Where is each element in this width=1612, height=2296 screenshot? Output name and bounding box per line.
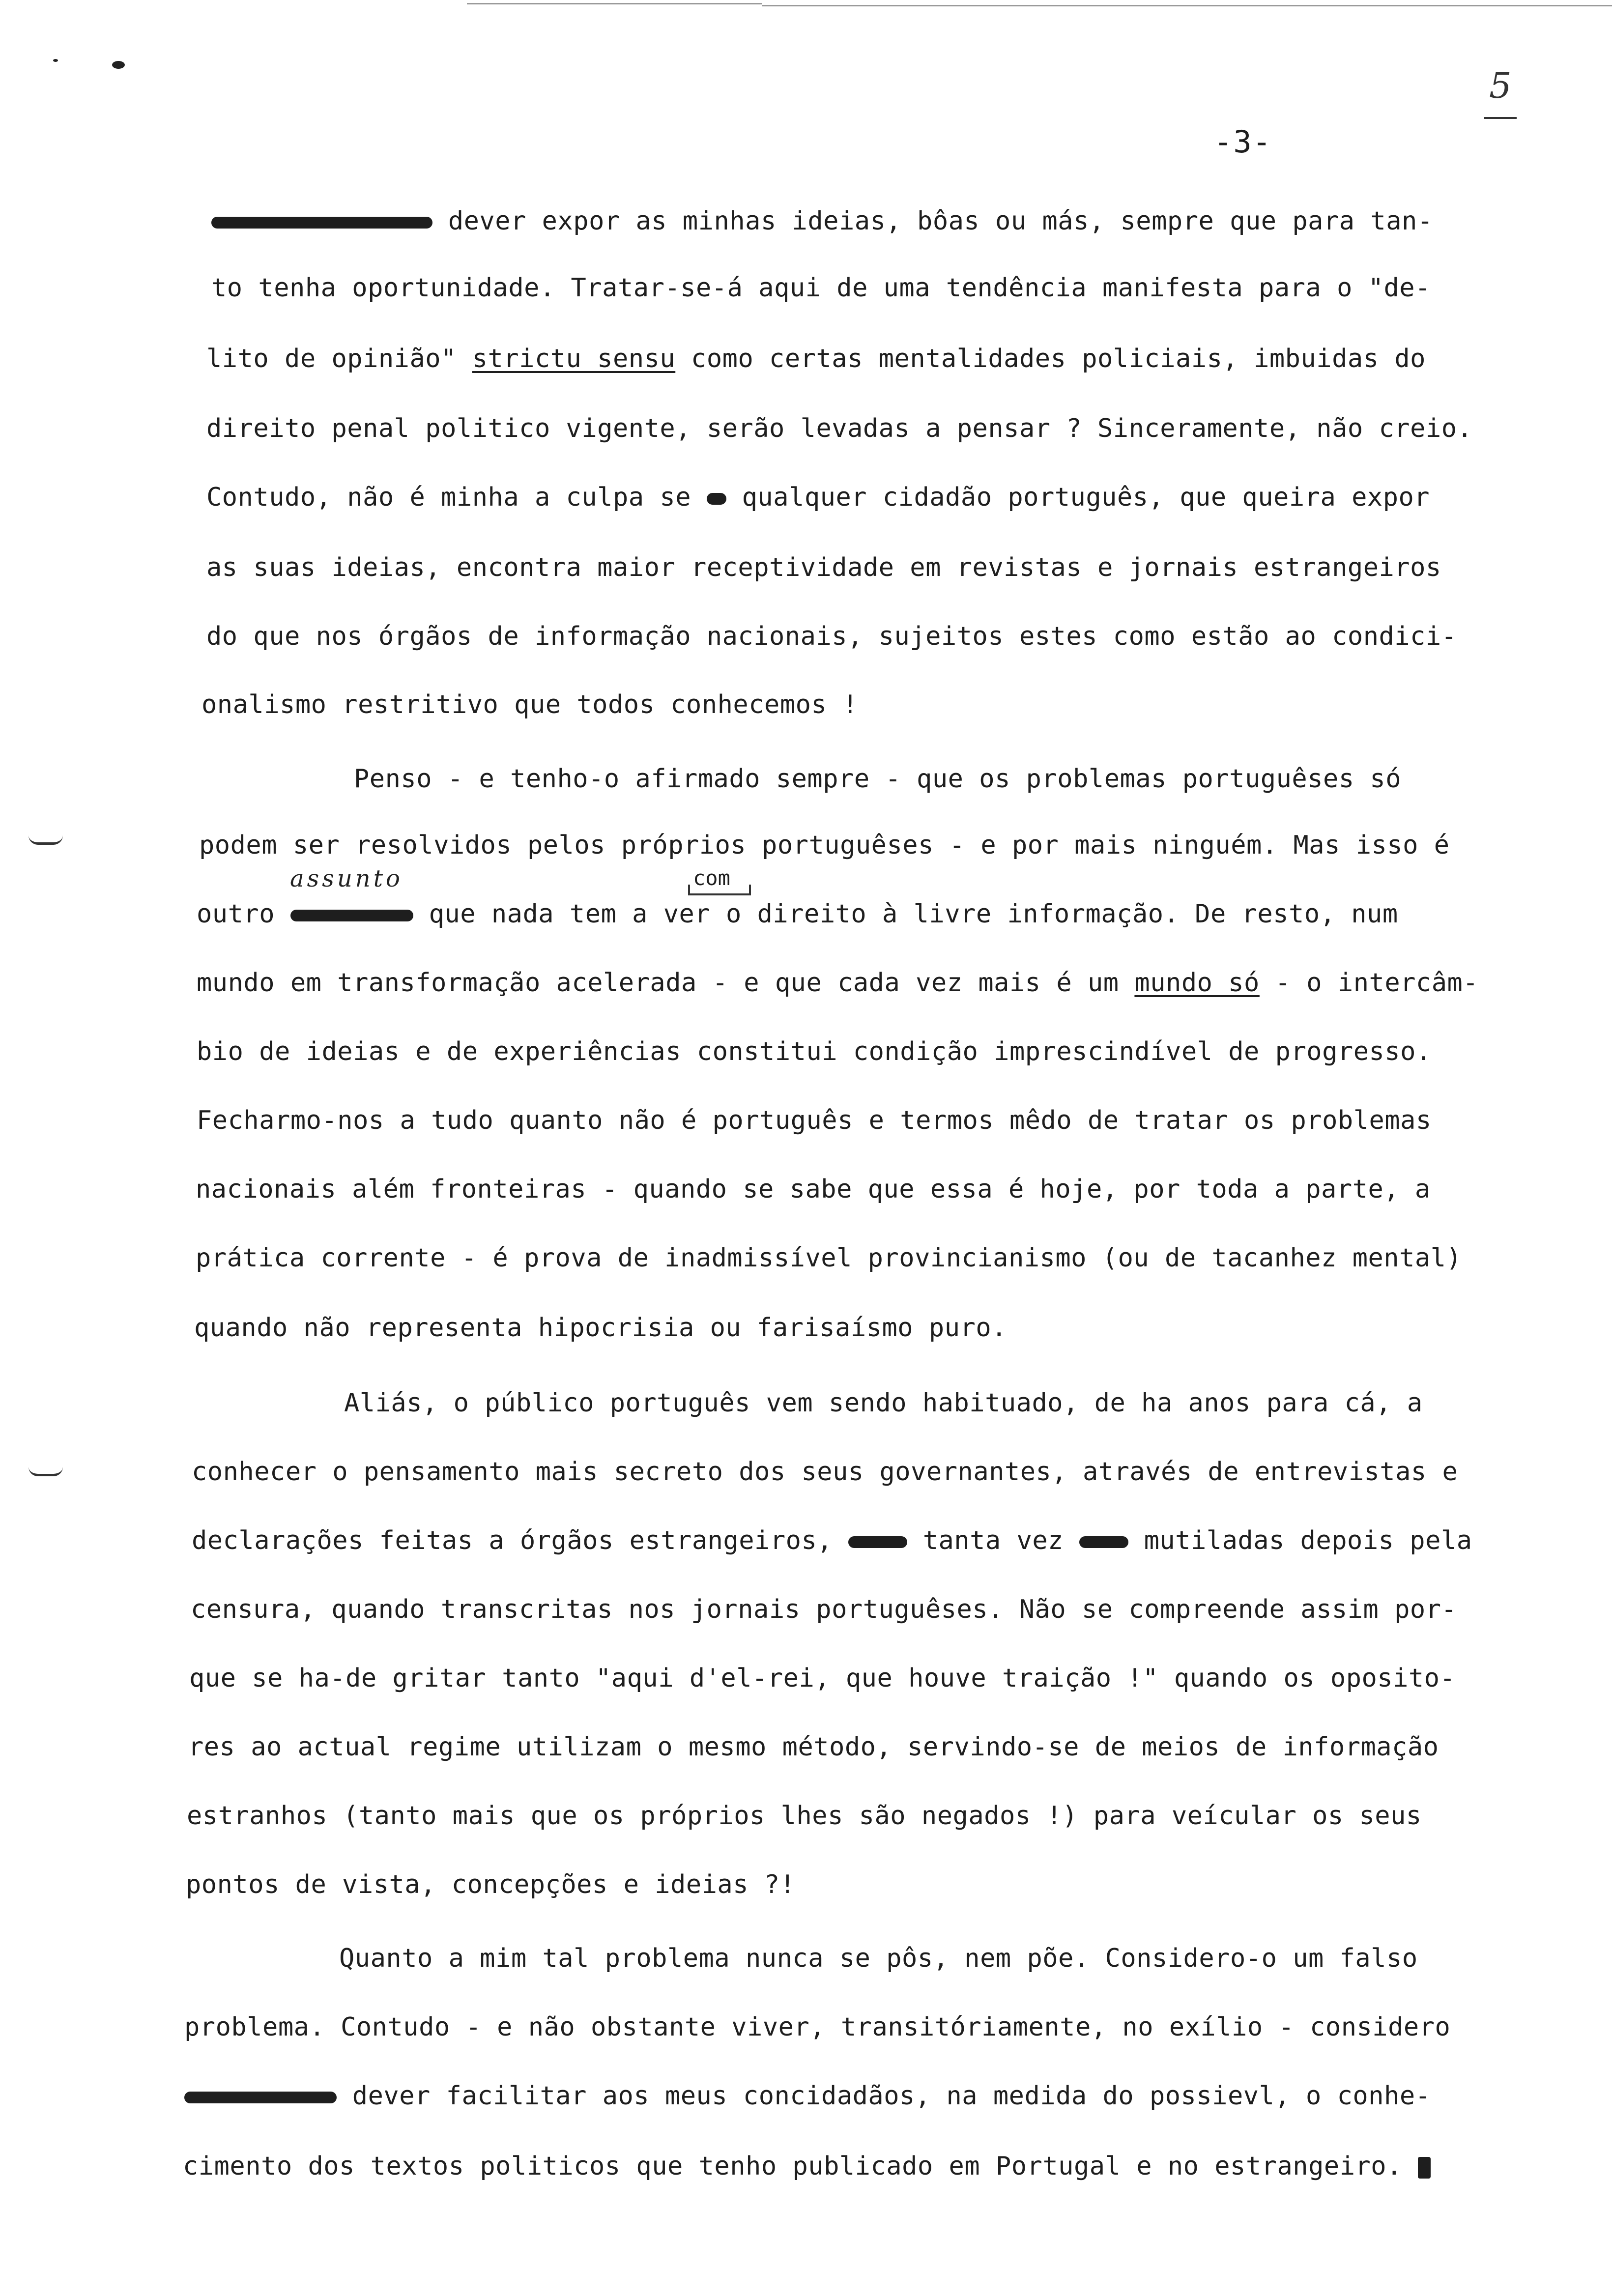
text-line: Penso - e tenho-o afirmado sempre - que os problemas portuguêses só [354, 764, 1402, 794]
text-line: onalismo restritivo que todos conhecemos ! [202, 690, 858, 719]
text-line: direito penal politico vigente, serão levadas a pensar ? Sinceramente, não creio. [206, 414, 1473, 443]
struck-out-word [211, 217, 432, 229]
text-line: Aliás, o público português vem sendo habituado, de ha anos para cá, a [344, 1388, 1423, 1418]
text-line: res ao actual regime utilizam o mesmo método, servindo-se de meios de informação [188, 1732, 1439, 1762]
text-line: nacionais além fronteiras - quando se sabe que essa é hoje, por toda a parte, a [196, 1175, 1431, 1204]
text-line: declarações feitas a órgãos estrangeiros, tanta vez mutiladas depois pela [192, 1526, 1472, 1555]
text-line: dever facilitar aos meus concidadãos, na medida do possievl, o conhe- [184, 2081, 1431, 2111]
struck-out-word [290, 910, 413, 921]
text-line: Contudo, não é minha a culpa se qualquer cidadão português, que queira expor [206, 483, 1430, 512]
text-line: do que nos órgãos de informação nacionais, sujeitos estes como estão ao condici- [206, 622, 1457, 651]
text-line: lito de opinião" strictu sensu como certas mentalidades policiais, imbuidas do [206, 344, 1426, 373]
struck-out-word [707, 493, 726, 505]
struck-out-word [848, 1536, 907, 1548]
text-line: outro que nada tem a ver o direito à livre informação. De resto, num [197, 899, 1398, 929]
struck-out-word [184, 2092, 337, 2103]
text-line: problema. Contudo - e não obstante viver, transitóriamente, no exílio - considero [184, 2012, 1451, 2042]
text-line: cimento dos textos politicos que tenho publicado em Portugal e no estrangeiro. [183, 2152, 1431, 2181]
insertion-bracket [688, 885, 751, 895]
text-line: as suas ideias, encontra maior receptividade em revistas e jornais estrangeiros [206, 553, 1441, 582]
text-line: mundo em transformação acelerada - e que cada vez mais é um mundo só - o intercâm- [197, 968, 1479, 998]
margin-mark [29, 835, 63, 845]
text-line: to tenha oportunidade. Tratar-se-á aqui de uma tendência manifesta para o "de- [211, 273, 1431, 303]
text-line: pontos de vista, concepções e ideias ?! [186, 1870, 796, 1899]
struck-out-mark [1418, 2157, 1431, 2179]
ink-speck [112, 61, 125, 69]
text-line: Fecharmo-nos a tudo quanto não é português e termos mêdo de tratar os problemas [197, 1106, 1432, 1135]
top-edge-line [762, 5, 1612, 6]
text-line: que se ha-de gritar tanto "aqui d'el-rei, que houve traição !" quando os oposito- [189, 1664, 1456, 1693]
text-line: podem ser resolvidos pelos próprios portuguêses - e por mais ninguém. Mas isso é [199, 831, 1450, 860]
text-line: prática corrente - é prova de inadmissível provincianismo (ou de tacanhez mental) [196, 1243, 1462, 1273]
struck-out-word [1079, 1536, 1128, 1548]
text-line: Quanto a mim tal problema nunca se pôs, nem põe. Considero-o um falso [339, 1944, 1418, 1973]
text-line: quando não representa hipocrisia ou farisaísmo puro. [194, 1313, 1007, 1343]
top-edge-line [467, 3, 762, 4]
text-line: censura, quando transcritas nos jornais portuguêses. Não se compreende assim por- [191, 1595, 1457, 1624]
folio-underline [1484, 117, 1517, 119]
ink-speck [53, 59, 58, 62]
text-line: dever expor as minhas ideias, bôas ou más, sempre que para tan- [211, 206, 1433, 236]
text-line: estranhos (tanto mais que os próprios lhes são negados !) para veícular os seus [187, 1801, 1422, 1831]
text-line: conhecer o pensamento mais secreto dos seus governantes, através de entrevistas e [192, 1457, 1458, 1487]
margin-mark [29, 1467, 63, 1476]
underlined-term: mundo só [1134, 968, 1260, 998]
underlined-term: strictu sensu [472, 344, 676, 373]
page-number: -3- [1214, 124, 1272, 160]
typed-insertion: com [693, 866, 730, 890]
text-line: bio de ideias e de experiências constitui condição imprescindível de progresso. [197, 1037, 1432, 1066]
handwritten-insertion: assunto [290, 865, 403, 892]
folio-number: 5 [1489, 65, 1512, 106]
